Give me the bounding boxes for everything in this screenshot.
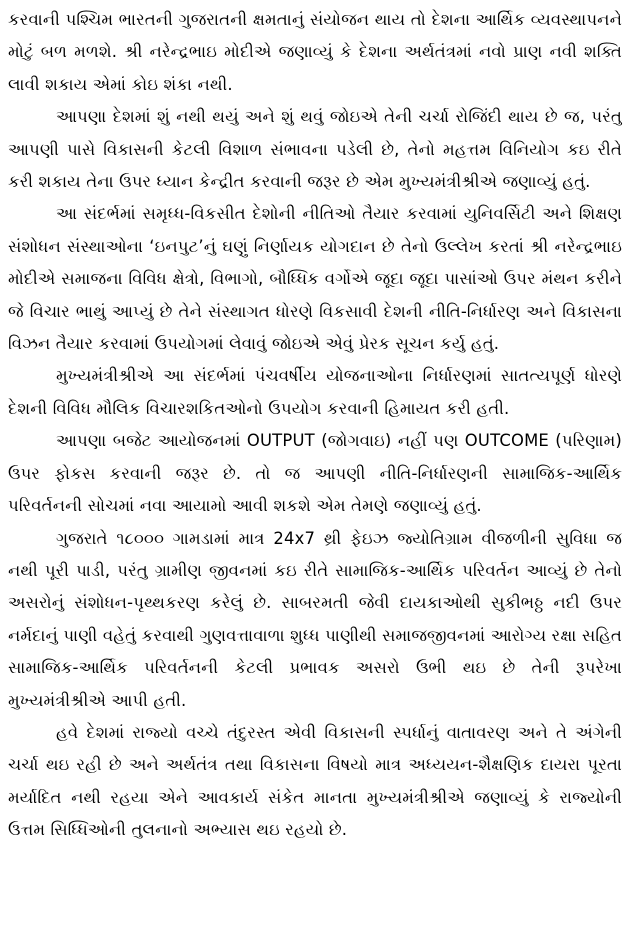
paragraph-budget-outcome: આપણા બજેટ આયોજનમાં OUTPUT (જોગવાઇ) નહીં પણ OUTCOME (પરિણામ) ઉપર ફોકસ કરવાની જરૂર છે. તો જ આપણી નીતિ-નિર્ધારણની સામાજિક-આર્થિક પરિવર્તનની સોચમાં નવા આયામો આવી શકશે એમ તેમણે જણાવ્યું હતું. — [8, 431, 622, 516]
paragraph-state-competition: હવે દેશમાં રાજ્યો વચ્ચે તંદુરસ્ત એવી વિકાસની સ્પર્ધાનું વાતાવરણ અને તે અંગેની ચર્ચા થઇ રહી છે અને અર્થતંત્ર તથા વિકાસના વિષયો માત્ર અધ્યયન-શૈક્ષણિક દાયરા પૂરતા મર્યાદિત નથી રહયા એને આવકાર્ય સંકેત માનતા મુખ્યમંત્રીશ્રીએ જણાવ્યું કે રાજ્યોની ઉત્તમ સિધ્ધિઓની તુલનાનો અભ્યાસ થઇ રહયો છે. — [8, 722, 622, 840]
paragraph-continuation: કરવાની પશ્ચિમ ભારતની ગુજરાતની ક્ષમતાનું સંયોજન થાય તો દેશના આર્થિક વ્યવસ્થાપનને મોટું બળ મળશે. શ્રી નરેન્દ્રભાઇ મોદીએ જણાવ્યું કે દેશના અર્થતંત્રમાં નવો પ્રાણ નવી શક્તિ લાવી શકાય એમાં કોઇ શંકા નથી. — [8, 10, 622, 94]
paragraph-research-input: આ સંદર્ભમાં સમૃધ્ધ-વિકસીત દેશોની નીતિઓ તૈયાર કરવામાં યુનિવર્સિટી અને શિક્ષણ સંશોધન સંસ્થાઓના ‘ઇનપુટ’નું ઘણું નિર્ણાયક યોગદાન છે તેનો ઉલ્લેખ કરતાં શ્રી નરેન્દ્રભાઇ મોદીએ સમાજના વિવિધ ક્ષેત્રો, વિભાગો, બૌધ્ધિક વર્ગોએ જૂદા જૂદા પાસાંઓ ઉપર મંથન કરીને જે વિચાર ભાથું આપ્યું છે તેને સંસ્થાગત ધોરણે વિકસાવી દેશની નીતિ-નિર્ધારણ અને વિકાસના વિઝન તૈયાર કરવામાં ઉપયોગમાં લેવાવું જોઇએ એવું પ્રેરક સૂચન કર્યુ હતું. — [8, 204, 622, 354]
paragraph-five-year-plans: મુખ્યમંત્રીશ્રીએ આ સંદર્ભમાં પંચવર્ષીય યોજનાઓના નિર્ધારણમાં સાતત્યપૂર્ણ ધોરણે દેશની વિવિધ મૌલિક વિચારશકિતઓનો ઉપયોગ કરવાની હિમાયત કરી હતી. — [8, 366, 622, 418]
paragraph-jyotigram: ગુજરાતે ૧૮૦૦૦ ગામડામાં માત્ર 24x7 થ્રી ફેઇઝ જ્યોતિગ્રામ વીજળીની સુવિધા જ નથી પૂરી પાડી, પરંતુ ગ્રામીણ જીવનમાં કઇ રીતે સામાજિક-આર્થિક પરિવર્તન આવ્યું છે તેનો અસરોનું સંશોધન-પૃથ્થકરણ કરેલું છે. સાબરમતી જેવી દાયકાઓથી સુકીભઠ્ઠ નદી ઉપર નર્મદાનું પાણી વહેતું કરવાથી ગુણવત્તાવાળા શુધ્ધ પાણીથી સમાજજીવનમાં આરોગ્ય રક્ષા સહિત સામાજિક-આર્થિક પરિવર્તનની કેટલી પ્રભાવક અસરો ઉભી થઇ છે તેની રૂપરેખા મુખ્યમંત્રીશ્રીએ આપી હતી. — [8, 528, 622, 710]
paragraph-development-potential: આપણા દેશમાં શું નથી થયું અને શું થવું જોઇએ તેની ચર્ચા રોજિંદી થાય છે જ, પરંતુ આપણી પાસે વિકાસની કેટલી વિશાળ સંભાવના પડેલી છે, તેનો મહત્તમ વિનિયોગ કઇ રીતે કરી શકાય તેના ઉપર ધ્યાન કેન્દ્રીત કરવાની જરૂર છે એમ મુખ્યમંત્રીશ્રીએ જણાવ્યું હતું. — [8, 107, 622, 192]
